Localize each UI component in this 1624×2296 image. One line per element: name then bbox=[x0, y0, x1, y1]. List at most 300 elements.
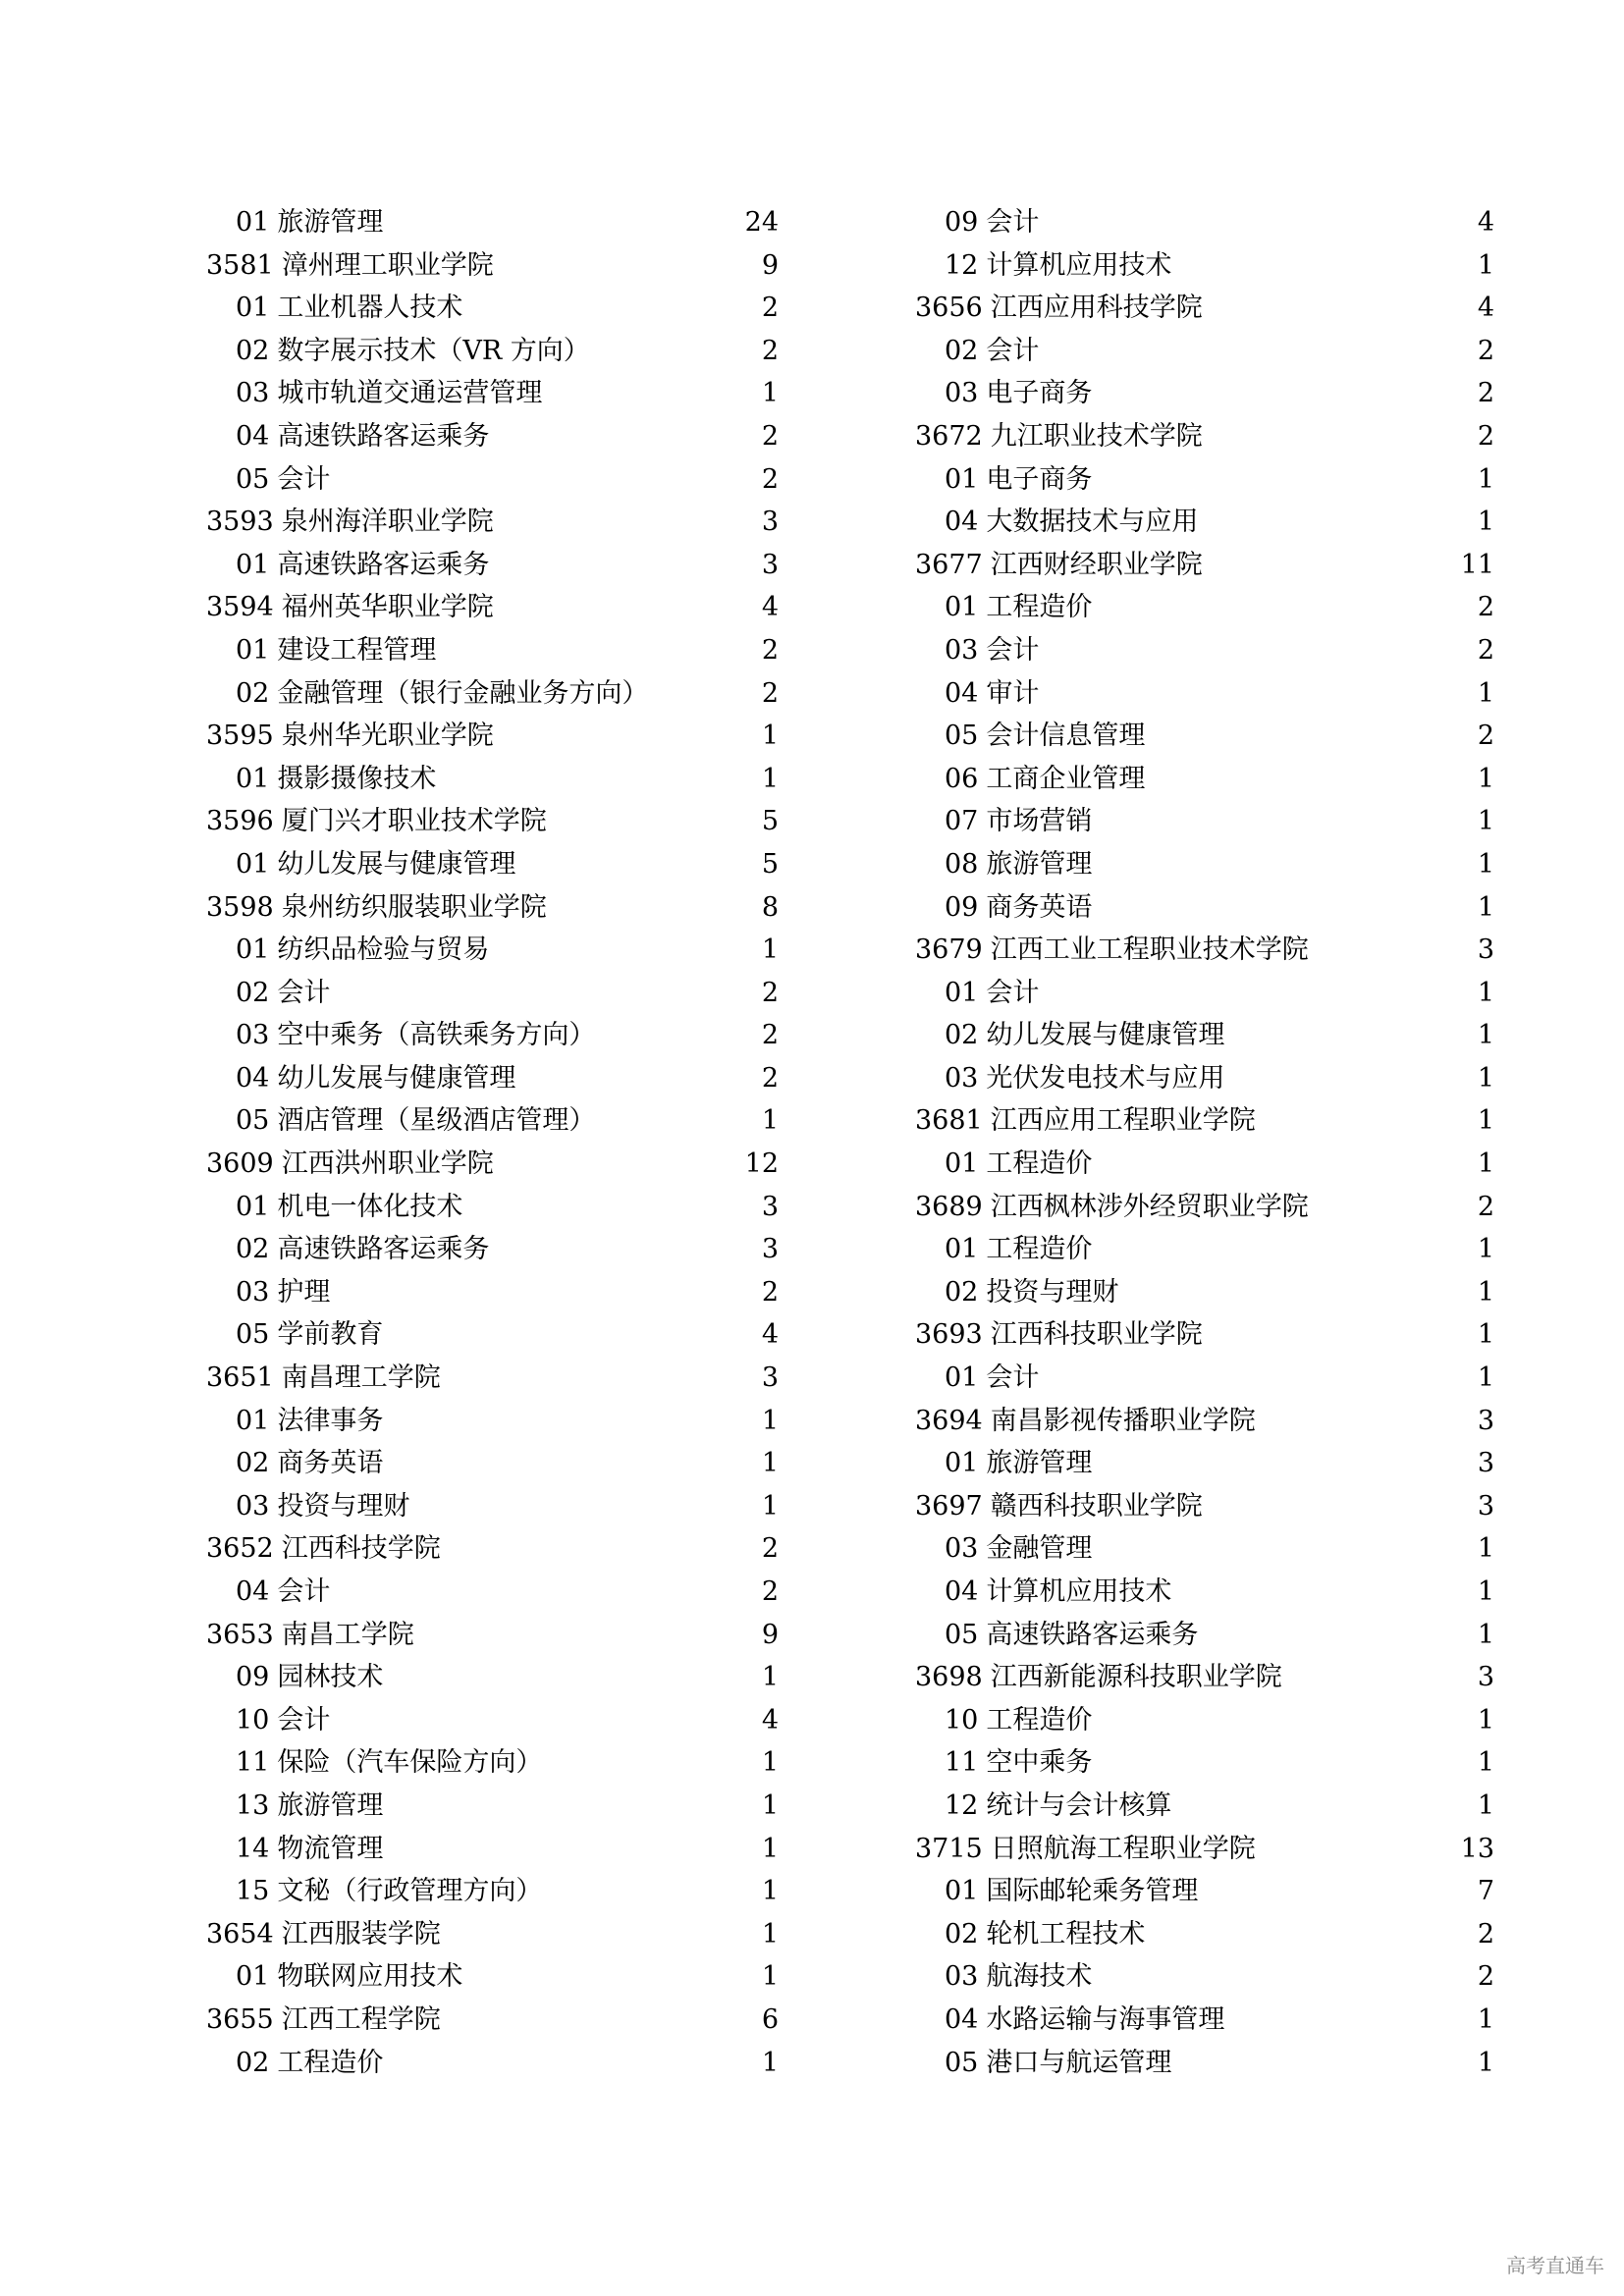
quota-count: 1 bbox=[1477, 1105, 1494, 1137]
major-row bbox=[915, 1913, 1494, 1956]
school-name: 南昌理工学院 bbox=[281, 1362, 441, 1394]
major-row bbox=[206, 1828, 779, 1871]
quota-count: 3 bbox=[761, 507, 779, 538]
school-row bbox=[915, 1186, 1494, 1229]
major-code: 01 bbox=[236, 549, 270, 580]
school-code: 3655 bbox=[206, 2003, 274, 2035]
quota-count: 1 bbox=[761, 2047, 779, 2078]
quota-count: 9 bbox=[761, 249, 779, 281]
quota-count: 1 bbox=[1477, 848, 1494, 880]
major-code: 07 bbox=[945, 806, 979, 837]
major-code: 01 bbox=[236, 1961, 270, 1993]
school-row bbox=[915, 1099, 1494, 1143]
quota-count: 1 bbox=[1477, 1789, 1494, 1821]
major-code: 05 bbox=[236, 463, 270, 495]
school-row bbox=[206, 501, 779, 544]
major-name: 物流管理 bbox=[277, 1833, 384, 1864]
major-name: 光伏发电技术与应用 bbox=[986, 1062, 1225, 1094]
major-name: 电子商务 bbox=[986, 463, 1093, 495]
quota-count: 1 bbox=[1477, 1533, 1494, 1565]
quota-count: 2 bbox=[1477, 378, 1494, 409]
school-name: 南昌影视传播职业学院 bbox=[990, 1405, 1256, 1436]
major-name: 数字展示技术（VR 方向） bbox=[277, 335, 590, 366]
school-row bbox=[206, 1614, 779, 1657]
major-name: 航海技术 bbox=[986, 1961, 1093, 1993]
quota-count: 2 bbox=[761, 335, 779, 366]
watermark: 高考直通车 bbox=[1506, 2254, 1604, 2277]
school-code: 3653 bbox=[206, 1619, 274, 1650]
school-code: 3654 bbox=[206, 1918, 274, 1949]
major-row bbox=[206, 1656, 779, 1699]
quota-count: 1 bbox=[761, 378, 779, 409]
quota-count: 1 bbox=[761, 763, 779, 794]
major-code: 12 bbox=[945, 249, 979, 281]
quota-count: 1 bbox=[761, 1961, 779, 1993]
school-name: 江西科技学院 bbox=[281, 1533, 441, 1565]
major-row bbox=[915, 1357, 1494, 1400]
school-row bbox=[206, 244, 779, 288]
quota-count: 2 bbox=[761, 1062, 779, 1094]
quota-count: 6 bbox=[761, 2003, 779, 2035]
quota-count: 11 bbox=[1460, 549, 1494, 580]
quota-count: 2 bbox=[1477, 592, 1494, 623]
major-code: 04 bbox=[945, 2003, 979, 2035]
major-name: 旅游管理 bbox=[277, 1789, 384, 1821]
school-row bbox=[206, 586, 779, 629]
major-row bbox=[915, 1614, 1494, 1657]
quota-count: 1 bbox=[1477, 806, 1494, 837]
school-row bbox=[206, 1143, 779, 1186]
major-name: 工商企业管理 bbox=[986, 763, 1146, 794]
school-code: 3596 bbox=[206, 806, 274, 837]
major-name: 建设工程管理 bbox=[277, 634, 437, 666]
major-name: 机电一体化技术 bbox=[277, 1191, 463, 1222]
school-code: 3693 bbox=[915, 1319, 983, 1351]
major-name: 高速铁路客运乘务 bbox=[277, 420, 490, 452]
major-name: 投资与理财 bbox=[277, 1490, 410, 1522]
quota-count: 1 bbox=[1477, 1576, 1494, 1607]
quota-count: 1 bbox=[1477, 1319, 1494, 1351]
quota-count: 1 bbox=[1477, 977, 1494, 1008]
school-code: 3698 bbox=[915, 1662, 983, 1693]
major-row bbox=[206, 1057, 779, 1100]
major-code: 03 bbox=[945, 378, 979, 409]
quota-count: 1 bbox=[761, 1747, 779, 1779]
major-code: 09 bbox=[236, 1662, 270, 1693]
quota-count: 3 bbox=[1477, 1405, 1494, 1436]
major-row bbox=[206, 929, 779, 972]
major-code: 11 bbox=[945, 1747, 979, 1779]
school-row bbox=[915, 544, 1494, 587]
major-code: 03 bbox=[945, 1961, 979, 1993]
quota-count: 1 bbox=[1477, 891, 1494, 923]
major-name: 旅游管理 bbox=[277, 207, 384, 238]
major-name: 护理 bbox=[277, 1276, 331, 1308]
major-row bbox=[206, 415, 779, 458]
major-name: 保险（汽车保险方向） bbox=[277, 1747, 543, 1779]
major-row bbox=[206, 1271, 779, 1314]
major-row bbox=[915, 372, 1494, 415]
major-name: 工程造价 bbox=[986, 1234, 1093, 1265]
major-code: 02 bbox=[236, 1234, 270, 1265]
major-name: 会计 bbox=[986, 335, 1040, 366]
major-code: 01 bbox=[945, 1362, 979, 1394]
major-code: 02 bbox=[236, 977, 270, 1008]
school-code: 3609 bbox=[206, 1148, 274, 1180]
major-code: 01 bbox=[945, 463, 979, 495]
quota-count: 2 bbox=[761, 1576, 779, 1607]
quota-count: 1 bbox=[761, 1789, 779, 1821]
major-row bbox=[206, 1571, 779, 1614]
major-name: 国际邮轮乘务管理 bbox=[986, 1876, 1199, 1907]
quota-count: 1 bbox=[1477, 1747, 1494, 1779]
major-name: 摄影摄像技术 bbox=[277, 763, 437, 794]
major-row bbox=[206, 1228, 779, 1271]
school-row bbox=[915, 1485, 1494, 1528]
school-name: 江西枫林涉外经贸职业学院 bbox=[990, 1191, 1309, 1222]
major-name: 大数据技术与应用 bbox=[986, 507, 1199, 538]
major-code: 03 bbox=[236, 1020, 270, 1051]
quota-count: 1 bbox=[761, 1833, 779, 1864]
major-name: 旅游管理 bbox=[986, 848, 1093, 880]
school-name: 江西服装学院 bbox=[281, 1918, 441, 1949]
major-code: 05 bbox=[236, 1105, 270, 1137]
school-name: 南昌工学院 bbox=[281, 1619, 414, 1650]
quota-count: 1 bbox=[1477, 1362, 1494, 1394]
school-row bbox=[206, 1527, 779, 1571]
school-code: 3581 bbox=[206, 249, 274, 281]
school-row bbox=[206, 1357, 779, 1400]
major-code: 03 bbox=[236, 378, 270, 409]
school-name: 漳州理工职业学院 bbox=[281, 249, 494, 281]
major-row bbox=[206, 544, 779, 587]
major-code: 09 bbox=[945, 207, 979, 238]
major-code: 02 bbox=[236, 2047, 270, 2078]
major-name: 统计与会计核算 bbox=[986, 1789, 1172, 1821]
major-code: 04 bbox=[236, 1576, 270, 1607]
major-name: 会计信息管理 bbox=[986, 721, 1146, 752]
major-name: 空中乘务（高铁乘务方向） bbox=[277, 1020, 596, 1051]
major-row bbox=[206, 1099, 779, 1143]
major-row bbox=[915, 501, 1494, 544]
quota-count: 2 bbox=[761, 420, 779, 452]
quota-count: 2 bbox=[1477, 721, 1494, 752]
quota-count: 1 bbox=[1477, 1234, 1494, 1265]
major-code: 02 bbox=[236, 677, 270, 709]
quota-count: 2 bbox=[761, 463, 779, 495]
major-row bbox=[915, 1741, 1494, 1785]
quota-count: 2 bbox=[761, 1533, 779, 1565]
school-code: 3679 bbox=[915, 934, 983, 966]
major-row bbox=[915, 1571, 1494, 1614]
major-name: 园林技术 bbox=[277, 1662, 384, 1693]
major-code: 02 bbox=[945, 1918, 979, 1949]
quota-count: 2 bbox=[1477, 335, 1494, 366]
quota-count: 1 bbox=[761, 1448, 779, 1479]
major-code: 03 bbox=[236, 1276, 270, 1308]
major-row bbox=[206, 1485, 779, 1528]
major-row bbox=[915, 1442, 1494, 1485]
major-name: 工程造价 bbox=[986, 1148, 1093, 1180]
major-name: 审计 bbox=[986, 677, 1040, 709]
quota-count: 2 bbox=[1477, 1918, 1494, 1949]
school-code: 3652 bbox=[206, 1533, 274, 1565]
major-name: 计算机应用技术 bbox=[986, 249, 1172, 281]
major-code: 02 bbox=[945, 1276, 979, 1308]
school-code: 3593 bbox=[206, 507, 274, 538]
major-name: 工程造价 bbox=[277, 2047, 384, 2078]
quota-count: 1 bbox=[1477, 1619, 1494, 1650]
major-name: 高速铁路客运乘务 bbox=[277, 549, 490, 580]
major-row bbox=[206, 1014, 779, 1057]
major-row bbox=[915, 1699, 1494, 1742]
school-name: 江西工业工程职业技术学院 bbox=[990, 934, 1309, 966]
major-row bbox=[206, 1870, 779, 1913]
quota-count: 3 bbox=[761, 1234, 779, 1265]
major-name: 工业机器人技术 bbox=[277, 293, 463, 324]
quota-count: 1 bbox=[761, 934, 779, 966]
quota-count: 1 bbox=[1477, 1704, 1494, 1735]
major-code: 05 bbox=[236, 1319, 270, 1351]
major-name: 投资与理财 bbox=[986, 1276, 1119, 1308]
major-code: 09 bbox=[945, 891, 979, 923]
quota-count: 2 bbox=[1477, 634, 1494, 666]
quota-count: 12 bbox=[744, 1148, 779, 1180]
major-row bbox=[915, 800, 1494, 843]
major-row bbox=[206, 1955, 779, 1999]
quota-count: 1 bbox=[1477, 249, 1494, 281]
quota-count: 4 bbox=[761, 592, 779, 623]
major-name: 纺织品检验与贸易 bbox=[277, 934, 490, 966]
school-row bbox=[915, 1400, 1494, 1443]
major-code: 01 bbox=[236, 293, 270, 324]
school-code: 3598 bbox=[206, 891, 274, 923]
quota-count: 8 bbox=[761, 891, 779, 923]
right-column bbox=[915, 201, 1494, 2084]
major-code: 01 bbox=[236, 207, 270, 238]
quota-count: 1 bbox=[1477, 763, 1494, 794]
school-name: 赣西科技职业学院 bbox=[990, 1490, 1203, 1522]
school-row bbox=[206, 886, 779, 930]
school-code: 3681 bbox=[915, 1105, 983, 1137]
school-row bbox=[206, 1999, 779, 2042]
school-code: 3651 bbox=[206, 1362, 274, 1394]
major-code: 01 bbox=[945, 977, 979, 1008]
school-name: 泉州纺织服装职业学院 bbox=[281, 891, 547, 923]
quota-count: 2 bbox=[1477, 420, 1494, 452]
major-name: 金融管理（银行金融业务方向） bbox=[277, 677, 649, 709]
major-code: 08 bbox=[945, 848, 979, 880]
school-name: 江西财经职业学院 bbox=[990, 549, 1203, 580]
major-row bbox=[915, 1870, 1494, 1913]
quota-count: 2 bbox=[1477, 1191, 1494, 1222]
major-row bbox=[206, 758, 779, 801]
major-row bbox=[206, 330, 779, 373]
quota-count: 24 bbox=[744, 207, 779, 238]
major-code: 12 bbox=[945, 1789, 979, 1821]
major-name: 学前教育 bbox=[277, 1319, 384, 1351]
quota-count: 3 bbox=[1477, 1448, 1494, 1479]
major-code: 02 bbox=[945, 335, 979, 366]
major-name: 商务英语 bbox=[986, 891, 1093, 923]
quota-count: 1 bbox=[761, 1876, 779, 1907]
major-row bbox=[206, 201, 779, 244]
major-code: 01 bbox=[945, 1448, 979, 1479]
major-name: 会计 bbox=[986, 207, 1040, 238]
major-code: 03 bbox=[945, 1062, 979, 1094]
left-column bbox=[206, 201, 779, 2084]
major-code: 01 bbox=[236, 848, 270, 880]
school-code: 3595 bbox=[206, 721, 274, 752]
major-name: 工程造价 bbox=[986, 592, 1093, 623]
school-row bbox=[206, 715, 779, 758]
major-code: 01 bbox=[945, 1876, 979, 1907]
quota-count: 1 bbox=[761, 721, 779, 752]
quota-count: 1 bbox=[761, 1918, 779, 1949]
major-row bbox=[206, 1400, 779, 1443]
major-code: 13 bbox=[236, 1789, 270, 1821]
quota-count: 13 bbox=[1460, 1833, 1494, 1864]
major-row bbox=[206, 972, 779, 1015]
major-row bbox=[915, 1143, 1494, 1186]
major-row bbox=[915, 2042, 1494, 2085]
major-row bbox=[206, 458, 779, 502]
major-code: 02 bbox=[945, 1020, 979, 1051]
major-code: 03 bbox=[945, 634, 979, 666]
major-row bbox=[206, 1442, 779, 1485]
school-code: 3694 bbox=[915, 1405, 983, 1436]
major-code: 01 bbox=[236, 934, 270, 966]
major-code: 04 bbox=[945, 677, 979, 709]
major-name: 会计 bbox=[986, 634, 1040, 666]
major-row bbox=[915, 201, 1494, 244]
quota-count: 2 bbox=[761, 634, 779, 666]
major-code: 01 bbox=[236, 763, 270, 794]
major-row bbox=[915, 1527, 1494, 1571]
quota-count: 2 bbox=[1477, 1961, 1494, 1993]
major-row bbox=[915, 672, 1494, 716]
quota-count: 1 bbox=[1477, 1062, 1494, 1094]
quota-count: 5 bbox=[761, 848, 779, 880]
major-code: 03 bbox=[236, 1490, 270, 1522]
major-name: 会计 bbox=[986, 1362, 1040, 1394]
major-code: 05 bbox=[945, 2047, 979, 2078]
major-code: 01 bbox=[945, 592, 979, 623]
major-name: 物联网应用技术 bbox=[277, 1961, 463, 1993]
quota-count: 1 bbox=[1477, 2047, 1494, 2078]
major-code: 14 bbox=[236, 1833, 270, 1864]
quota-count: 4 bbox=[761, 1319, 779, 1351]
major-code: 01 bbox=[945, 1148, 979, 1180]
major-code: 04 bbox=[236, 420, 270, 452]
major-row bbox=[915, 1271, 1494, 1314]
major-name: 空中乘务 bbox=[986, 1747, 1093, 1779]
major-code: 11 bbox=[236, 1747, 270, 1779]
quota-count: 1 bbox=[1477, 463, 1494, 495]
major-row bbox=[915, 330, 1494, 373]
major-code: 01 bbox=[236, 634, 270, 666]
quota-count: 4 bbox=[761, 1704, 779, 1735]
major-code: 04 bbox=[945, 1576, 979, 1607]
school-row bbox=[915, 287, 1494, 330]
school-row bbox=[915, 929, 1494, 972]
school-code: 3656 bbox=[915, 293, 983, 324]
major-code: 01 bbox=[945, 1234, 979, 1265]
school-name: 江西洪州职业学院 bbox=[281, 1148, 494, 1180]
major-row bbox=[206, 1699, 779, 1742]
major-row bbox=[206, 1741, 779, 1785]
major-code: 06 bbox=[945, 763, 979, 794]
major-row bbox=[206, 372, 779, 415]
quota-count: 1 bbox=[1477, 1276, 1494, 1308]
quota-count: 1 bbox=[1477, 1148, 1494, 1180]
major-row bbox=[915, 758, 1494, 801]
major-code: 05 bbox=[945, 721, 979, 752]
major-row bbox=[915, 244, 1494, 288]
quota-count: 1 bbox=[761, 1405, 779, 1436]
school-code: 3677 bbox=[915, 549, 983, 580]
major-row bbox=[915, 458, 1494, 502]
school-name: 江西应用工程职业学院 bbox=[990, 1105, 1256, 1137]
quota-count: 2 bbox=[761, 293, 779, 324]
quota-count: 4 bbox=[1477, 207, 1494, 238]
school-name: 泉州华光职业学院 bbox=[281, 721, 494, 752]
school-code: 3689 bbox=[915, 1191, 983, 1222]
major-name: 幼儿发展与健康管理 bbox=[986, 1020, 1225, 1051]
major-row bbox=[206, 1186, 779, 1229]
major-name: 酒店管理（星级酒店管理） bbox=[277, 1105, 596, 1137]
major-row bbox=[915, 586, 1494, 629]
major-row bbox=[206, 843, 779, 886]
school-code: 3697 bbox=[915, 1490, 983, 1522]
quota-count: 1 bbox=[1477, 507, 1494, 538]
major-name: 高速铁路客运乘务 bbox=[986, 1619, 1199, 1650]
school-row bbox=[915, 1828, 1494, 1871]
major-row bbox=[915, 843, 1494, 886]
quota-count: 1 bbox=[761, 1662, 779, 1693]
major-code: 04 bbox=[236, 1062, 270, 1094]
major-row bbox=[915, 886, 1494, 930]
major-row bbox=[915, 1999, 1494, 2042]
major-row bbox=[915, 1955, 1494, 1999]
major-row bbox=[915, 1057, 1494, 1100]
major-name: 商务英语 bbox=[277, 1448, 384, 1479]
major-code: 02 bbox=[236, 1448, 270, 1479]
major-name: 港口与航运管理 bbox=[986, 2047, 1172, 2078]
quota-count: 1 bbox=[1477, 1020, 1494, 1051]
school-row bbox=[915, 1656, 1494, 1699]
school-name: 福州英华职业学院 bbox=[281, 592, 494, 623]
major-row bbox=[206, 287, 779, 330]
school-code: 3715 bbox=[915, 1833, 983, 1864]
school-code: 3594 bbox=[206, 592, 274, 623]
school-name: 江西应用科技学院 bbox=[990, 293, 1203, 324]
major-name: 轮机工程技术 bbox=[986, 1918, 1146, 1949]
major-code: 05 bbox=[945, 1619, 979, 1650]
major-name: 城市轨道交通运营管理 bbox=[277, 378, 543, 409]
school-name: 江西新能源科技职业学院 bbox=[990, 1662, 1282, 1693]
major-row bbox=[915, 1014, 1494, 1057]
major-row bbox=[206, 2042, 779, 2085]
school-name: 日照航海工程职业学院 bbox=[990, 1833, 1256, 1864]
school-row bbox=[915, 1313, 1494, 1357]
major-name: 会计 bbox=[277, 1576, 331, 1607]
major-name: 水路运输与海事管理 bbox=[986, 2003, 1225, 2035]
major-row bbox=[206, 1313, 779, 1357]
major-name: 幼儿发展与健康管理 bbox=[277, 1062, 516, 1094]
quota-count: 9 bbox=[761, 1619, 779, 1650]
quota-count: 1 bbox=[1477, 2003, 1494, 2035]
